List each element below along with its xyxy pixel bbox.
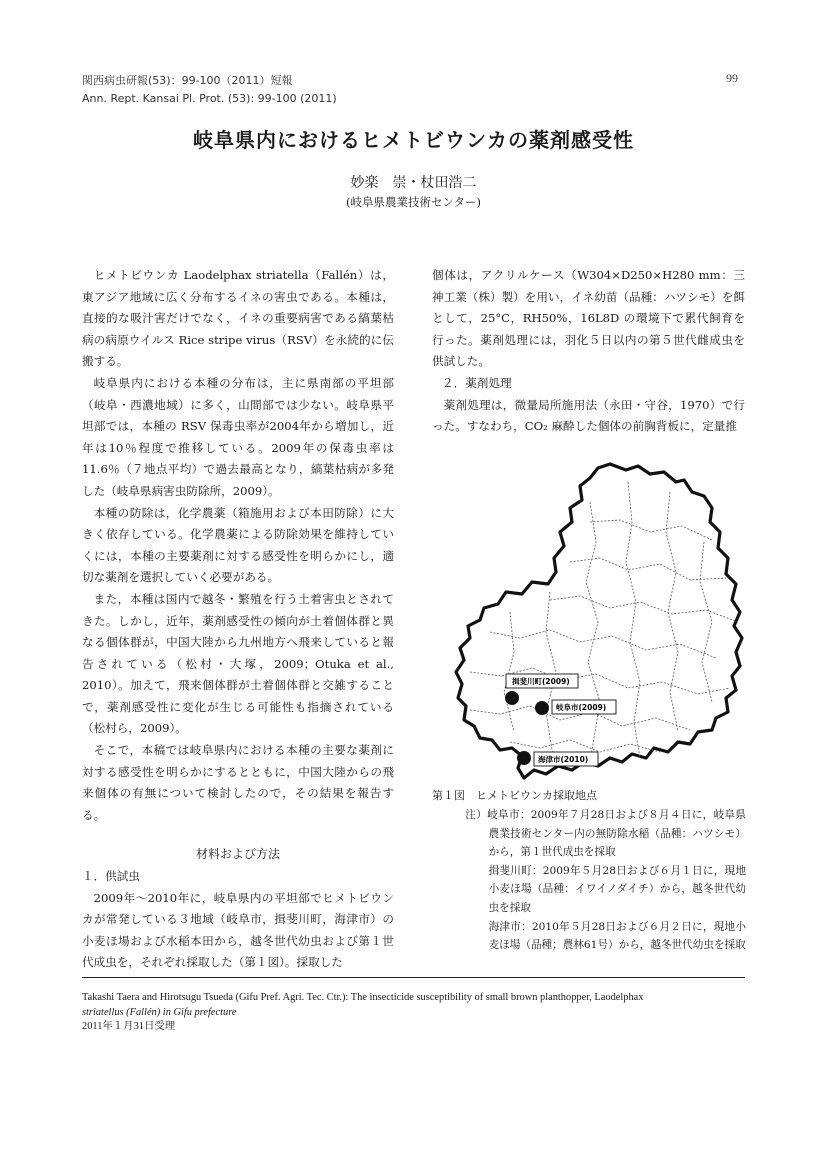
paragraph-continuation: 個体は，アクリルケース（W304×D250×H280 mm：三神工業（株）製）を用い，イネ幼苗（品種：ハツシモ）を餌として，25°C，RH50%，16L8D の環境下で累代飼育を行った。薬剤処理には，羽化５日以内の第５世代雌成虫を供試した。 [432,268,745,369]
authors: 妙楽 崇・杖田浩二 [350,175,477,191]
paragraph: 薬剤処理は，微量局所施用法（永田・守谷，1970）で行った。すなわち，CO₂ 麻酔した個体の前胸背板に，定量推 [432,397,745,434]
map-label-gifu: 岐阜市(2009) [556,703,607,712]
figure-note: 海津市：2010年５月28日および６月２日に，現地小麦ほ場（品種；農林61号）から，越冬世代幼虫を採取 [488,920,746,952]
section-title: 材料および方法 [195,847,280,862]
municipal-boundaries [470,482,738,762]
map-label-ibigawa: 揖斐川町(2009) [512,677,570,686]
map-label-kaizu: 海津市(2010) [538,755,589,764]
journal-header-en: Ann. Rept. Kansai Pl. Prot. (53): 99-100 (2011) [82,92,337,105]
figure-notes [465,806,746,955]
figure-caption: 第１図 ヒメトビウンカ採取地点 [432,789,597,802]
journal-header-ja: 関西病虫研報(53)：99-100（2011）短報 [82,74,293,87]
affiliation: (岐阜県農業技術センター) [345,195,481,209]
footer-line: striatellus (Fallén) in Gifu prefecture [82,1006,237,1018]
sample-point-gifu [535,701,549,715]
subsection-heading: ２．薬剤処理 [442,375,512,390]
gifu-map-figure [450,462,750,782]
prefecture-outline [456,464,742,778]
left-column [82,265,394,974]
paragraph: そこで，本稿では岐阜県内における本種の主要な薬剤に対する感受性を明らかにするとともに，中国大陸からの飛来個体の有無について検討したので，その結果を報告する。 [82,743,394,822]
footer-divider [82,977,745,978]
page-number: 99 [726,71,738,85]
paragraph: 2009年～2010年に，岐阜県内の平坦部でヒメトビウンカが常発している３地域（岐阜市，揖斐川町，海津市）の小麦ほ場および水稲本田から，越冬世代幼虫および第１世代成虫を，それぞれ採取した（第１図）。採取した [82,890,394,970]
figure-note: 注）岐阜市：2009年７月28日および８月４日に，岐阜県農業技術センター内の無防除水稲（品種：ハツシモ）から，第１世代成虫を採取 [465,809,746,859]
sample-point-kaizu [517,751,531,765]
figure-note: 揖斐川町：2009年５月28日および６月１日に，現地小麦ほ場（品種：イワイノダイチ）から，越冬世代幼虫を採取 [488,864,746,914]
received-date: 2011年１月31日受理 [82,1021,176,1032]
paragraph: ヒメトビウンカ Laodelphax striatella（Fallén）は，東アジア地域に広く分布するイネの害虫である。本種は，直接的な吸汁害だけでなく，イネの重要病害である縞葉枯病の病原ウイルス Rice stripe virus（RSV）を永続的に伝搬する。 [82,268,394,369]
paragraph: 岐阜県内における本種の分布は，主に県南部の平坦部（岐阜・西濃地域）に多く，山間部では少ない。岐阜県平坦部では，本種の RSV 保毒虫率が2004年から増加し，近年は10％程度で推移している。2009年の保毒虫率は11.6％（７地点平均）で過去最高となり，縞葉枯病が多発した（岐阜県病害虫防除所，2009）。 [82,375,394,498]
footer-line: Takashi Taera and Hirotsugu Tsueda (Gifu Pref. Agri. Tec. Ctr.): The insecticide susceptibility of small brown planthopper, Laodelphax [82,992,644,1003]
paper-title: 岐阜県内におけるヒメトビウンカの薬剤感受性 [193,128,634,152]
right-column [432,265,745,438]
paragraph: 本種の防除は，化学農薬（箱施用および本田防除）に大きく依存している。化学農薬による防除効果を維持していくには，本種の主要薬剤に対する感受性を明らかにし，適切な薬剤を選択していく必要がある。 [82,505,394,585]
footer-english-title [82,991,752,1035]
sample-point-ibigawa [505,691,519,705]
subsection-heading: １．供試虫 [82,869,140,884]
paragraph: また，本種は国内で越冬・繁殖を行う土着害虫とされてきた。しかし，近年，薬剤感受性の傾向が土着個体群と異なる個体群が，中国大陸から九州地方へ飛来していると報告されている（松村・大塚，2009；Otuka et al., 2010）。加えて，飛来個体群が土着個体群と交雑することで，薬剤感受性に変化が生じる可能性も指摘されている（松村ら，2009）。 [82,591,394,736]
